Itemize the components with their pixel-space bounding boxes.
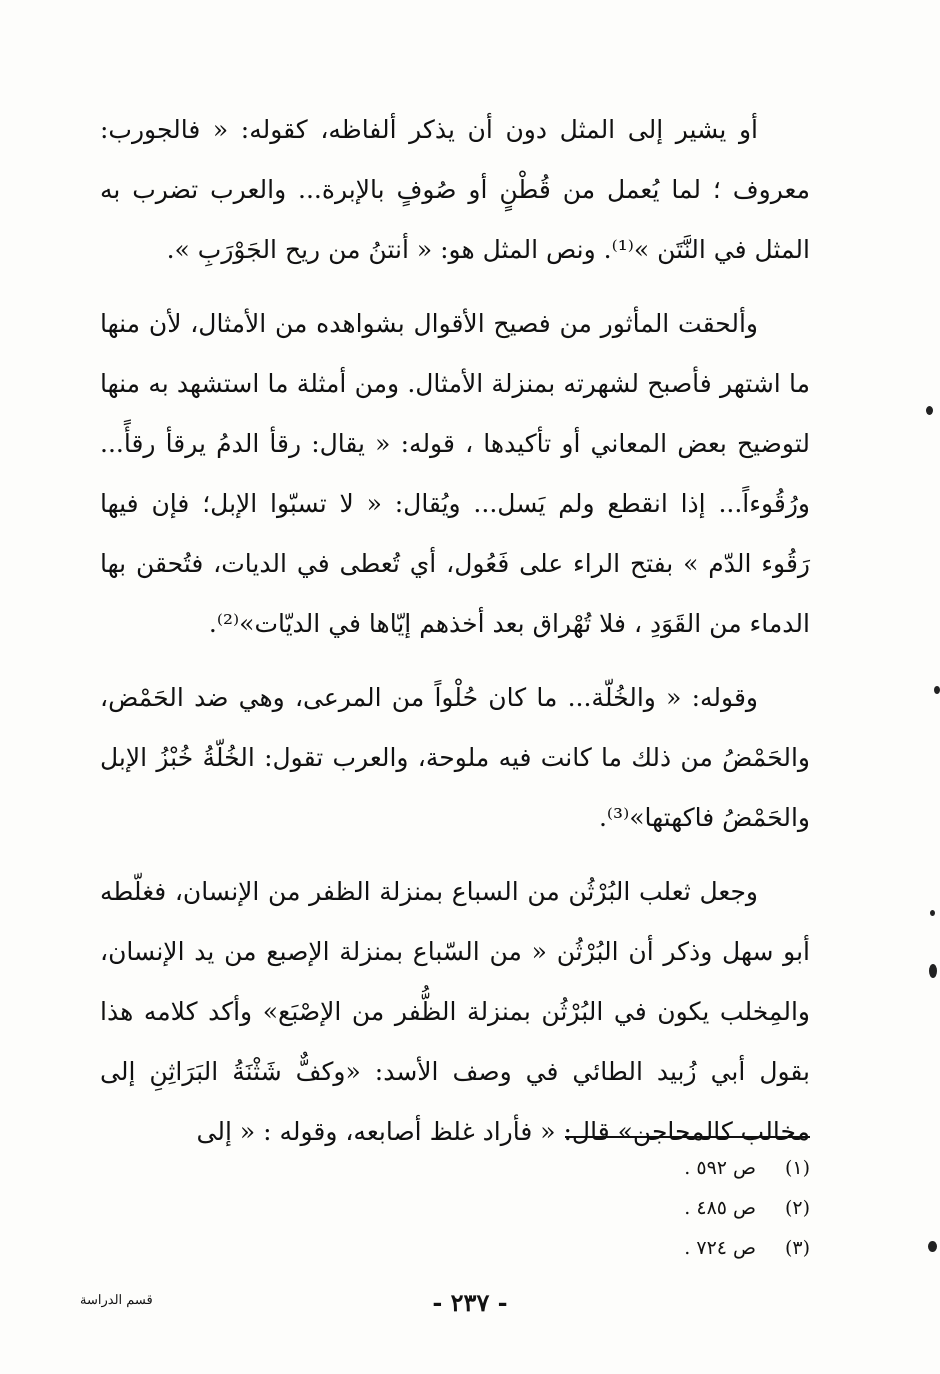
scan-speck (930, 910, 935, 916)
footnote-text: ص ٧٢٤ . (684, 1237, 756, 1259)
footnotes (560, 1148, 810, 1268)
footnote-text: ص ٤٨٥ . (684, 1197, 756, 1219)
paragraph-1: أو يشير إلى المثل دون أن يذكر ألفاظه، كقوله: « فالجورب: معروف ؛ لما يُعمل من قُطْنٍ أو صُوفٍ بالإبرة... والعرب تضرب به المثل في النَّتَن »⁽¹⁾. ونص المثل هو: « أنتنُ من ريح الجَوْرَبِ ». (100, 115, 810, 264)
footnote-number: (١) (784, 1157, 810, 1179)
scan-speck (926, 406, 933, 415)
footnote-text: ص ٥٩٢ . (684, 1157, 756, 1179)
footnote-2 (560, 1188, 810, 1228)
footnote-1 (560, 1148, 810, 1188)
paragraph-2: وألحقت المأثور من فصيح الأقوال بشواهده من الأمثال، لأن منها ما اشتهر فأصبح لشهرته بمنزلة الأمثال. ومن أمثلة ما استشهد به منها لتوضيح بعض المعاني أو تأكيدها ، قوله: « يقال: رقأ الدمُ يرقأ رقأً... ورُقُوءاً... إذا انقطع ولم يَسل... ويُقال: « لا تسبّوا الإبل؛ فإن فيها رَقُوء الدّم » بفتح الراء على فَعُول، أي تُعطى في الديات، فتُحقن بها الدماء من القَوَدِ ، فلا تُهْراق بعد أخذهم إيّاها في الديّات»⁽²⁾. (100, 309, 810, 638)
paragraph-4: وجعل ثعلب البُرْثُن من السباع بمنزلة الظفر من الإنسان، فغلّطه أبو سهل وذكر أن البُرْثُن « من السّباع بمنزلة الإصبع من يد الإنسان، والمِخلب يكون في البُرْثُن بمنزلة الظُّفر من الإصْبَع» وأكد كلامه هذا بقول أبي زُبيد الطائي في وصف الأسد: «وكفٌّ شَثْنَةُ البَرَاثِنِ إلى مخالب كالمحاجن» قال: « فأراد غلظ أصابعه، وقوله : « إلى (100, 877, 810, 1146)
footnote-divider (565, 1136, 810, 1138)
footnote-3 (560, 1228, 810, 1268)
page-number: - ٢٣٧ - (432, 1288, 508, 1317)
scan-speck (929, 964, 937, 978)
scan-speck (934, 686, 940, 694)
main-text (100, 100, 810, 1176)
scan-speck (928, 1241, 937, 1252)
footnote-number: (٣) (784, 1237, 810, 1259)
section-label: قسم الدراسة (80, 1293, 153, 1308)
paragraph-3: وقوله: « والخُلّة... ما كان حُلْواً من المرعى، وهي ضد الحَمْض، والحَمْضُ من ذلك ما كانت فيه ملوحة، والعرب تقول: الخُلّةُ خُبْزُ الإبل والحَمْضُ فاكهتها»⁽³⁾. (100, 683, 810, 832)
footnote-number: (٢) (784, 1197, 810, 1219)
